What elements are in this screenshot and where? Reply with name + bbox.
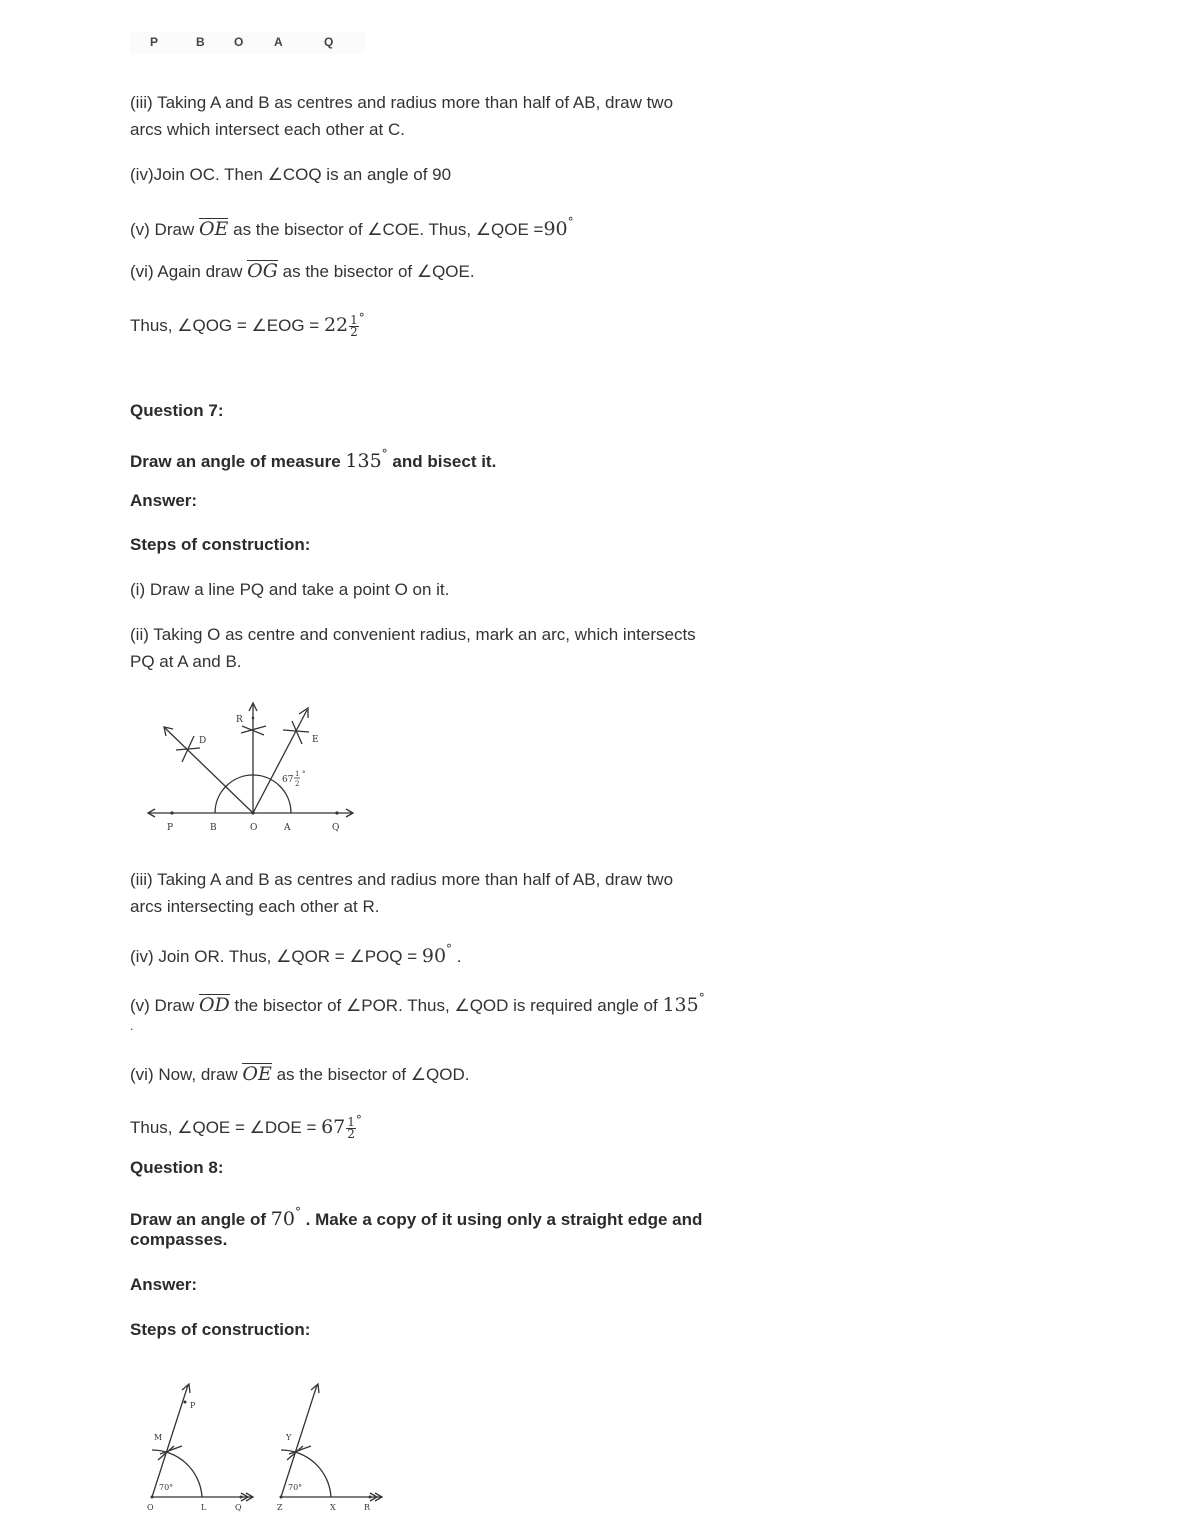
- label-p: P: [190, 1401, 196, 1410]
- label-x: X: [330, 1503, 336, 1512]
- segment-od: OD: [198, 994, 230, 1016]
- q6-step-vi: (vi) Again draw OG as the bisector of ∠QOE.: [130, 260, 475, 282]
- angle-135-bisect-diagram: [142, 692, 364, 838]
- q8-construction-figure: [138, 1372, 388, 1512]
- q7-title: Question 7:: [130, 401, 224, 420]
- label-o: O: [250, 823, 258, 833]
- label-q: Q: [235, 1503, 242, 1512]
- q7-step-i: (i) Draw a line PQ and take a point O on it.: [130, 580, 450, 599]
- label-y: Y: [286, 1433, 292, 1442]
- q7-answer-label: Answer:: [130, 491, 198, 510]
- label-b: B: [210, 823, 217, 833]
- angle-70-copy-diagram: [138, 1372, 388, 1512]
- label-a: A: [274, 35, 283, 49]
- label-l: L: [201, 1503, 207, 1512]
- angle-label-num: 1: [295, 770, 300, 778]
- label-q: Q: [332, 823, 340, 833]
- label-q: Q: [324, 35, 334, 49]
- label-z: Z: [277, 1503, 283, 1512]
- label-m: M: [154, 1433, 163, 1442]
- fraction: $\frac{1}{2}$: [347, 1115, 355, 1142]
- q6-step-v: (v) Draw OE as the bisector of ∠COE. Thus, ∠QOE =90°: [130, 215, 574, 240]
- q6-step-iv: (iv)Join OC. Then ∠COQ is an angle of 90: [130, 165, 452, 184]
- q7-step-iii-line2: arcs intersecting each other at R.: [130, 897, 380, 916]
- label-d: D: [199, 736, 207, 746]
- q8-question-line2: compasses.: [130, 1230, 228, 1249]
- label-o: O: [147, 1503, 154, 1512]
- q7-steps-label: Steps of construction:: [130, 535, 311, 554]
- q6-conclusion: Thus, ∠QOG = ∠EOG = 22 $\frac{1}{2}$ °: [130, 311, 365, 340]
- q8-steps-label: Steps of construction:: [130, 1320, 311, 1339]
- fraction: $\frac{1}{2}$: [350, 313, 358, 340]
- q8-answer-label: Answer:: [130, 1275, 198, 1294]
- label-p: P: [167, 823, 174, 833]
- angle-label-whole: 67: [282, 775, 294, 785]
- label-a: A: [284, 823, 291, 833]
- right-angle-label: 70°: [288, 1483, 303, 1492]
- label-e: E: [312, 735, 319, 745]
- label-o: O: [234, 35, 244, 49]
- q7-step-iii-line1: (iii) Taking A and B as centres and radius more than half of AB, draw two: [130, 870, 674, 889]
- angle-label-degree: °: [302, 770, 306, 778]
- segment-og: OG: [247, 260, 278, 282]
- q6-step-iii-line2: arcs which intersect each other at C.: [130, 120, 405, 139]
- figure-fragment-labels: [130, 32, 365, 54]
- label-r: R: [236, 715, 243, 725]
- q7-step-iv: (iv) Join OR. Thus, ∠QOR = ∠POQ = 90° .: [130, 942, 462, 967]
- q8-question-line1: Draw an angle of 70° . Make a copy of it using only a straight edge and: [130, 1205, 703, 1230]
- label-b: B: [196, 35, 205, 49]
- q7-step-ii-line1: (ii) Taking O as centre and convenient radius, mark an arc, which intersects: [130, 625, 696, 644]
- q7-step-v-trailing-dot: .: [130, 1019, 134, 1033]
- q7-step-vi: (vi) Now, draw OE as the bisector of ∠QOD.: [130, 1063, 470, 1085]
- q7-step-v: (v) Draw OD the bisector of ∠POR. Thus, ∠QOD is required angle of 135°: [130, 991, 705, 1016]
- segment-oe: OE: [242, 1063, 272, 1085]
- q7-conclusion: Thus, ∠QOE = ∠DOE = 67 $\frac{1}{2}$ °: [130, 1113, 362, 1142]
- q7-question: Draw an angle of measure 135° and bisect it.: [130, 447, 497, 472]
- label-p: P: [150, 35, 159, 49]
- q8-title: Question 8:: [130, 1158, 224, 1177]
- angle-label-den: 2: [295, 780, 300, 788]
- q7-construction-figure: [142, 692, 364, 838]
- left-angle-label: 70°: [159, 1483, 174, 1492]
- segment-oe: OE: [198, 218, 229, 240]
- q7-step-ii-line2: PQ at A and B.: [130, 652, 242, 671]
- label-r: R: [364, 1503, 371, 1512]
- q6-step-iii-line1: (iii) Taking A and B as centres and radius more than half of AB, draw two: [130, 93, 674, 112]
